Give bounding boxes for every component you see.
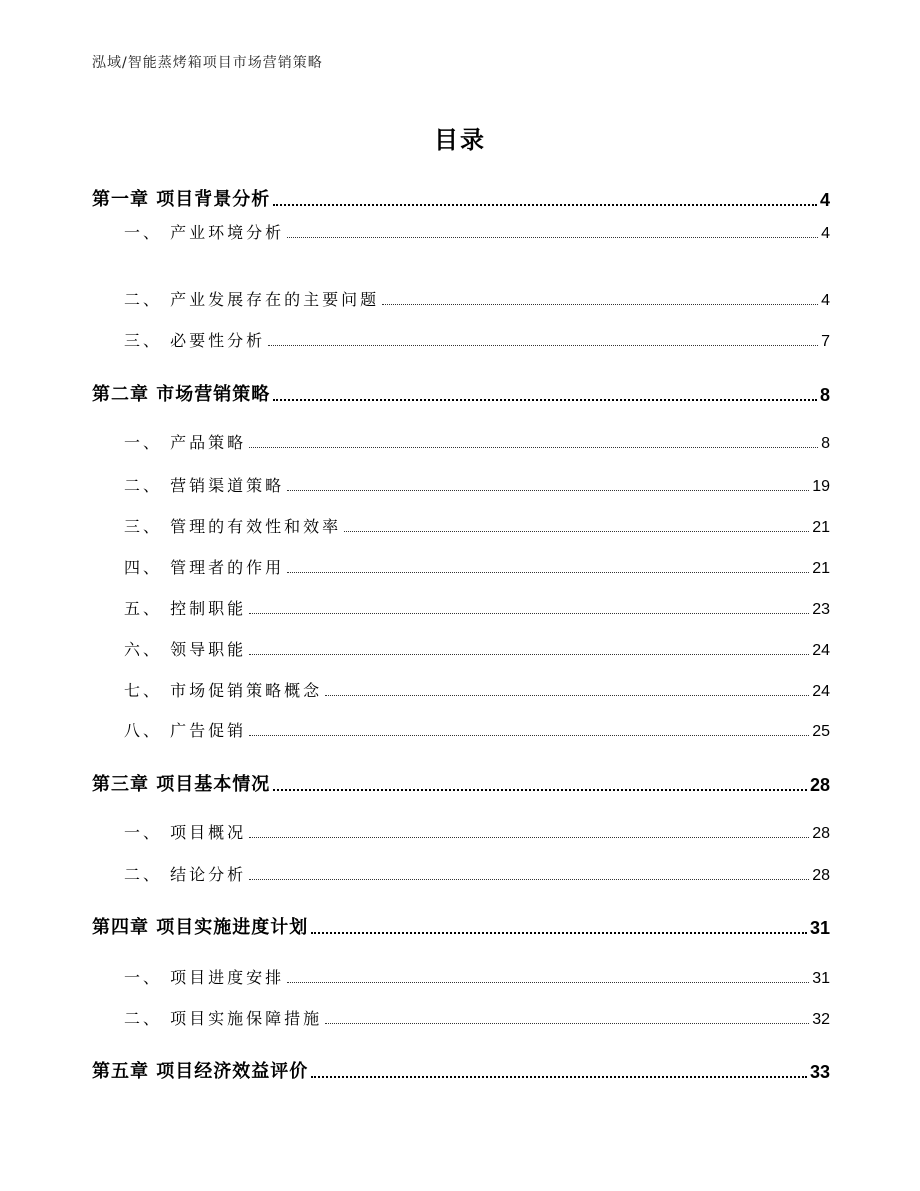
- dot-leader: [287, 237, 818, 238]
- toc-entry-label: 七、 市场促销策略概念: [124, 681, 323, 700]
- toc-entry-page: 23: [812, 601, 830, 618]
- dot-leader: [311, 932, 807, 934]
- toc-chapter-entry[interactable]: [92, 770, 830, 796]
- toc-section-entry[interactable]: [92, 678, 830, 701]
- toc-section-entry[interactable]: [92, 718, 830, 741]
- toc-section-entry[interactable]: [92, 637, 830, 660]
- toc-entry-page: 8: [819, 385, 830, 405]
- dot-leader: [344, 531, 809, 532]
- toc-entry-label: 一、 产品策略: [124, 433, 247, 452]
- dot-leader: [273, 789, 807, 791]
- dot-leader: [382, 304, 818, 305]
- toc-entry-page: 19: [812, 478, 830, 495]
- toc-entry-page: 7: [821, 333, 830, 350]
- running-header: 泓域/智能蒸烤箱项目市场营销策略: [92, 55, 323, 71]
- dot-leader: [287, 572, 809, 573]
- toc-entry-page: 28: [812, 825, 830, 842]
- toc-entry-label: 六、 领导职能: [124, 640, 247, 659]
- toc-entry-page: 33: [809, 1062, 830, 1082]
- toc-entry-label: 第二章 市场营销策略: [92, 384, 271, 405]
- dot-leader: [325, 1023, 809, 1024]
- toc-entry-page: 31: [809, 918, 830, 938]
- toc-entry-page: 21: [812, 519, 830, 536]
- dot-leader: [249, 879, 809, 880]
- toc-entry-page: 4: [821, 292, 830, 309]
- toc-title: 目录: [434, 126, 486, 154]
- toc-chapter-entry[interactable]: [92, 380, 830, 406]
- toc-entry-label: 五、 控制职能: [124, 599, 247, 618]
- toc-entry-label: 第三章 项目基本情况: [92, 774, 271, 795]
- toc-entry-label: 二、 营销渠道策略: [124, 476, 285, 495]
- dot-leader: [273, 204, 817, 206]
- toc-section-entry[interactable]: [92, 555, 830, 578]
- dot-leader: [249, 447, 818, 448]
- toc-section-entry[interactable]: [92, 965, 830, 988]
- dot-leader: [249, 654, 809, 655]
- dot-leader: [268, 345, 818, 346]
- toc-entry-label: 二、 结论分析: [124, 865, 247, 884]
- toc-entry-page: 24: [812, 642, 830, 659]
- toc-section-entry[interactable]: [92, 514, 830, 537]
- dot-leader: [273, 399, 817, 401]
- dot-leader: [249, 735, 809, 736]
- toc-entry-label: 二、 产业发展存在的主要问题: [124, 290, 380, 309]
- toc-entry-label: 二、 项目实施保障措施: [124, 1009, 323, 1028]
- dot-leader: [287, 490, 809, 491]
- toc-section-entry[interactable]: [92, 220, 830, 243]
- toc-entry-label: 一、 项目概况: [124, 823, 247, 842]
- toc-entry-page: 4: [819, 190, 830, 210]
- dot-leader: [249, 613, 809, 614]
- toc-entry-label: 四、 管理者的作用: [124, 558, 285, 577]
- toc-entry-page: 24: [812, 683, 830, 700]
- toc-entry-label: 一、 项目进度安排: [124, 968, 285, 987]
- toc-entry-label: 第五章 项目经济效益评价: [92, 1061, 309, 1082]
- toc-section-entry[interactable]: [92, 820, 830, 843]
- toc-entry-label: 第一章 项目背景分析: [92, 189, 271, 210]
- toc-section-entry[interactable]: [92, 473, 830, 496]
- dot-leader: [311, 1076, 807, 1078]
- toc-chapter-entry[interactable]: [92, 185, 830, 211]
- toc-entry-label: 三、 必要性分析: [124, 331, 266, 350]
- toc-entry-label: 八、 广告促销: [124, 721, 247, 740]
- toc-entry-page: 28: [812, 867, 830, 884]
- toc-section-entry[interactable]: [92, 862, 830, 885]
- toc-entry-page: 21: [812, 560, 830, 577]
- dot-leader: [287, 982, 809, 983]
- toc-entry-page: 28: [809, 775, 830, 795]
- toc-chapter-entry[interactable]: [92, 913, 830, 939]
- dot-leader: [249, 837, 809, 838]
- toc-entry-page: 32: [812, 1011, 830, 1028]
- toc-section-entry[interactable]: [92, 1006, 830, 1029]
- toc-entry-label: 三、 管理的有效性和效率: [124, 517, 342, 536]
- toc-chapter-entry[interactable]: [92, 1057, 830, 1083]
- dot-leader: [325, 695, 809, 696]
- toc-entry-page: 8: [821, 435, 830, 452]
- toc-entry-page: 25: [812, 723, 830, 740]
- toc-entry-page: 31: [812, 970, 830, 987]
- toc-section-entry[interactable]: [92, 287, 830, 310]
- toc-section-entry[interactable]: [92, 430, 830, 453]
- toc-section-entry[interactable]: [92, 328, 830, 351]
- toc-entry-page: 4: [821, 225, 830, 242]
- toc-entry-label: 第四章 项目实施进度计划: [92, 917, 309, 938]
- toc-section-entry[interactable]: [92, 596, 830, 619]
- toc-entry-label: 一、 产业环境分析: [124, 223, 285, 242]
